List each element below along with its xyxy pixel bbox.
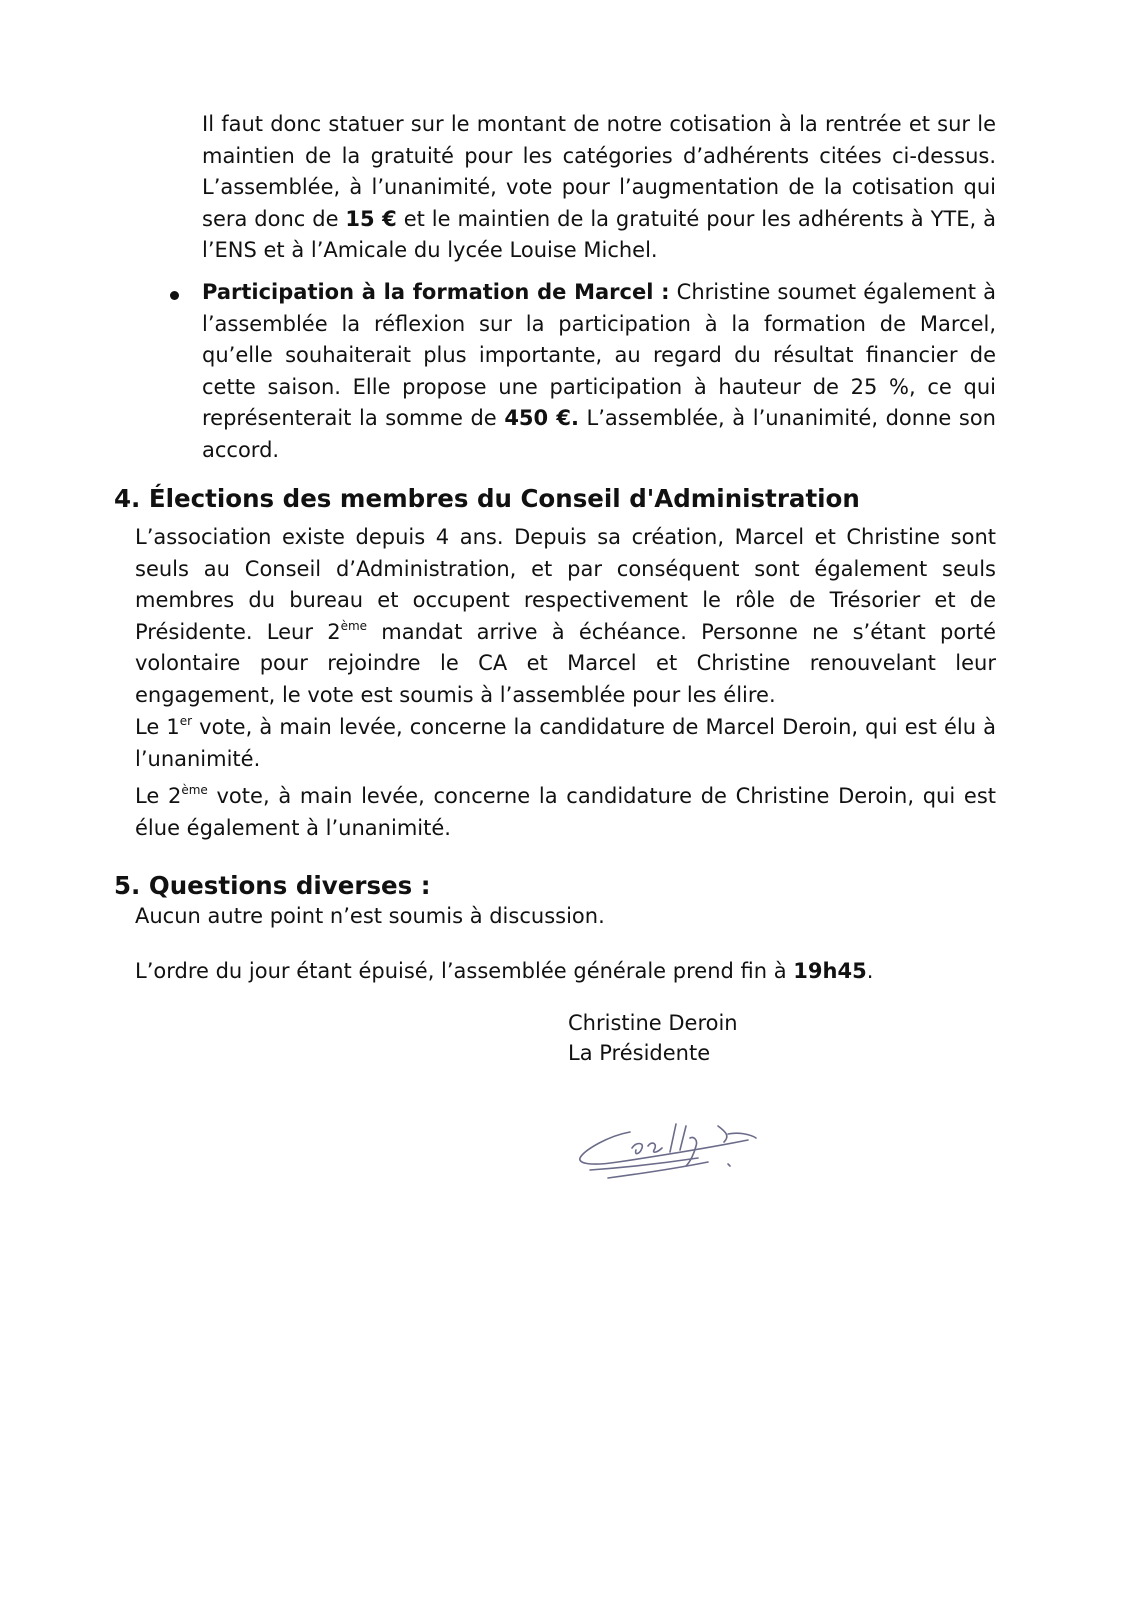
text-run: vote, à main levée, concerne la candidature de Marcel Deroin, qui est élu à l’unanimité. <box>135 715 996 771</box>
formation-bullet-item <box>202 277 996 466</box>
handwritten-signature <box>578 1118 778 1188</box>
signatory-name: Christine Deroin <box>568 1011 738 1035</box>
text-run: Christine soumet également à l’assemblée la réflexion sur la participation à la formation de Marcel, qu’elle souhaiterait plus importante, au regard du résultat financier de cette saison. Elle propose une participation à hauteur de 25 %, ce qui représenterait la somme de <box>202 280 996 430</box>
signatory-role: La Présidente <box>568 1041 711 1065</box>
closing-paragraph <box>135 956 996 988</box>
text-run: vote, à main levée, concerne la candidature de Christine Deroin, qui est élue également à l’unanimité. <box>135 784 996 840</box>
section-4-heading: 4. Élections des membres du Conseil d'Administration <box>114 484 860 513</box>
text-run: Il faut donc statuer sur le montant de notre cotisation à la rentrée et sur le maintien de la gratuité pour les catégories d’adhérents citées ci-dessus. L’assemblée, à l’unanimité, vote pour l’augmentation de la cotisation qui sera donc de <box>202 112 996 231</box>
bullet-icon <box>170 291 179 300</box>
text-run: Le 1 <box>135 715 180 739</box>
bullet-label: Participation à la formation de Marcel : <box>202 280 670 304</box>
text-run: L’association existe depuis 4 ans. Depuis sa création, Marcel et Christine sont seuls au Conseil d’Administration, et par conséquent sont également seuls membres du bureau et occupent respectivement le rôle de Trésorier et de Présidente. Leur 2 <box>135 525 996 644</box>
superscript: ème <box>181 783 208 797</box>
text-run: mandat arrive à échéance. Personne ne s’étant porté volontaire pour rejoindre le CA et Marcel et Christine renouvelant leur engagement, le vote est soumis à l’assemblée pour les élire. <box>135 619 996 707</box>
text-run: L’ordre du jour étant épuisé, l’assemblée générale prend fin à <box>135 959 794 983</box>
superscript: er <box>179 714 193 728</box>
text-run: . <box>866 959 874 983</box>
formation-amount: 450 €. <box>504 406 579 430</box>
first-vote-paragraph <box>135 712 996 775</box>
text-run: Le 2 <box>135 784 182 808</box>
second-vote-paragraph <box>135 781 996 844</box>
text-run: et le maintien de la gratuité pour les adhérents à YTE, à l’ENS et à l’Amicale du lycée Louise Michel. <box>202 206 996 262</box>
end-time: 19h45 <box>793 959 867 983</box>
cotisation-paragraph <box>202 109 996 267</box>
text-run: L’assemblée, à l’unanimité, donne son accord. <box>202 406 996 462</box>
no-discussion-paragraph: Aucun autre point n’est soumis à discussion. <box>135 904 605 928</box>
superscript: ème <box>340 618 368 633</box>
section-5-heading: 5. Questions diverses : <box>114 871 431 900</box>
cotisation-amount: 15 € <box>345 206 397 231</box>
elections-paragraph <box>135 522 996 711</box>
